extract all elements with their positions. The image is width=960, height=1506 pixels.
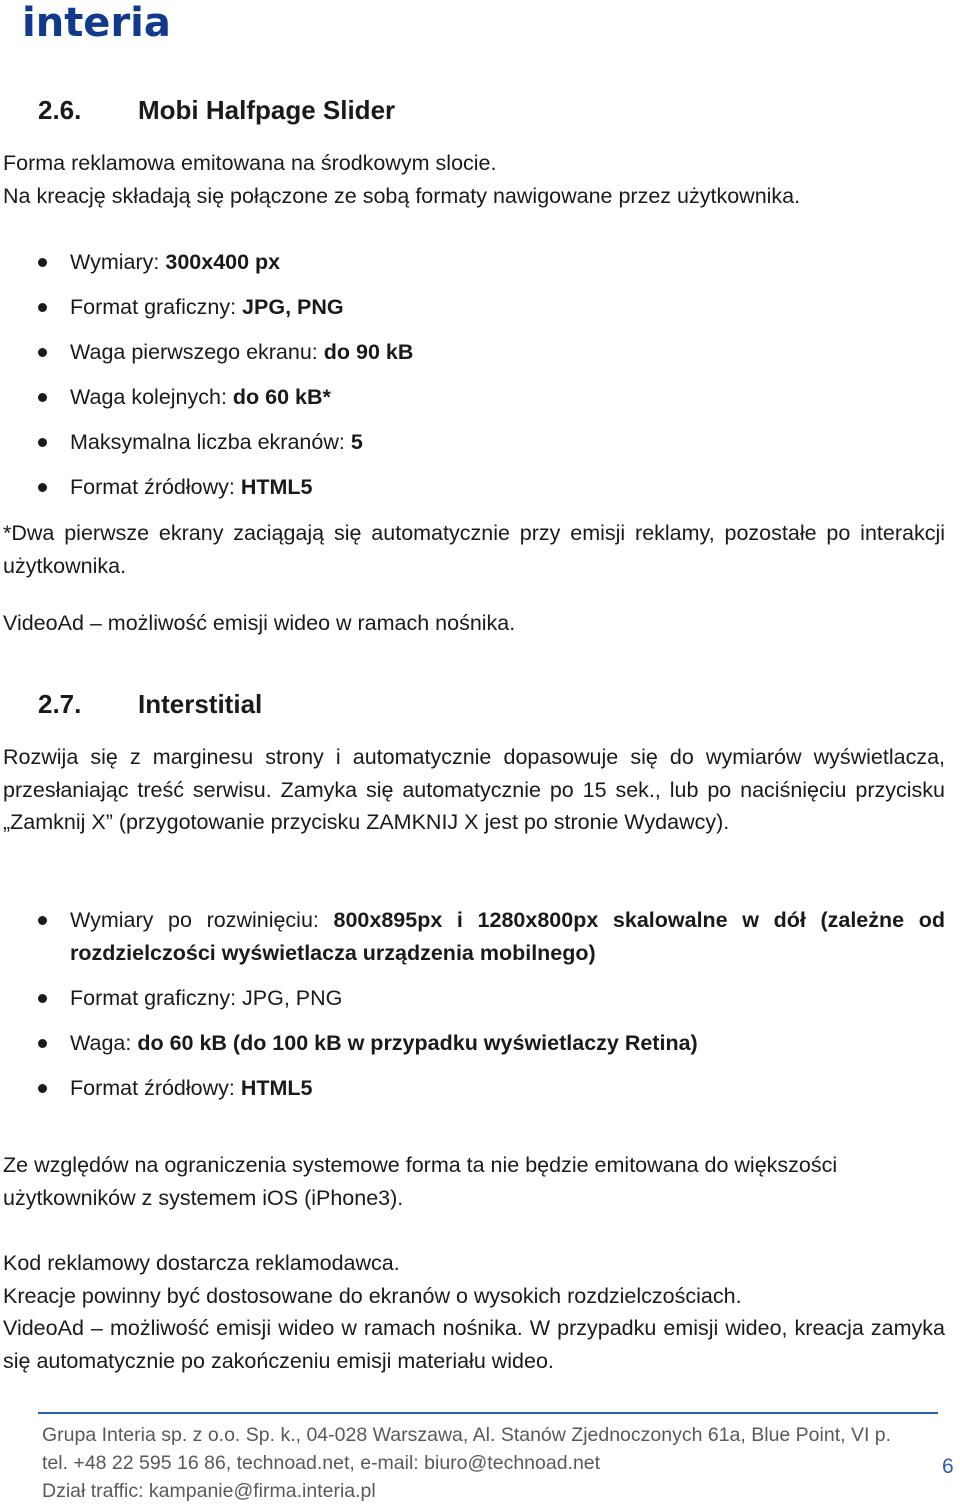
bullet-icon bbox=[38, 483, 47, 492]
specs-list-2-6 bbox=[0, 246, 945, 504]
item-label: Wymiary: bbox=[70, 250, 166, 274]
item-value: 5 bbox=[350, 430, 363, 455]
item-label: Format źródłowy: bbox=[70, 475, 241, 500]
section-number: 2.7. bbox=[38, 689, 82, 719]
list-item bbox=[0, 426, 945, 459]
creations-line: Kreacje powinny być dostosowane do ekranów o wysokich rozdzielczościach. bbox=[3, 1284, 742, 1308]
interia-logo[interactable]: interia bbox=[22, 0, 171, 46]
bullet-icon bbox=[38, 258, 47, 267]
item-label: Format graficzny: bbox=[70, 985, 243, 1010]
videoad-paragraph: VideoAd – możliwość emisji wideo w ramach nośnika. W przypadku emisji wideo, kreacja zamyka się automatycznie po zakończeniu emisji materiału wideo. bbox=[3, 1316, 945, 1373]
item-label: Format graficzny: bbox=[70, 295, 243, 320]
specs-list-2-7 bbox=[0, 904, 945, 1104]
section-title: Interstitial bbox=[138, 689, 263, 719]
item-value: JPG, PNG bbox=[242, 295, 344, 320]
list-item bbox=[0, 471, 945, 504]
bullet-icon bbox=[38, 994, 47, 1003]
footer-address: Grupa Interia sp. z o.o. Sp. k., 04-028 Warszawa, Al. Stanów Zjednoczonych 61a, Blue Point, VI p. bbox=[42, 1424, 892, 1446]
bullet-icon bbox=[38, 1084, 47, 1093]
bullet-icon bbox=[38, 393, 47, 402]
item-label: Maksymalna liczba ekranów: bbox=[70, 430, 351, 455]
footer-contact: tel. +48 22 595 16 86, technoad.net, e-mail: biuro@technoad.net bbox=[42, 1452, 601, 1474]
list-item bbox=[0, 904, 945, 969]
item-label: Format źródłowy: bbox=[70, 1075, 241, 1100]
list-item bbox=[0, 381, 945, 414]
bullet-icon bbox=[38, 916, 47, 925]
item-value: do 90 kB bbox=[323, 340, 414, 365]
list-item bbox=[0, 1072, 945, 1105]
item-label: Waga: bbox=[70, 1030, 138, 1055]
item-label: Waga kolejnych: bbox=[70, 385, 233, 410]
section-number: 2.6. bbox=[38, 95, 82, 125]
item-value: 800x895px i 1280x800px skalowalne w dół (zależne od rozdzielczości wyświetlacza urządzenia mobilnego) bbox=[70, 908, 945, 965]
item-value: do 60 kB (do 100 kB w przypadku wyświetlaczy Retina) bbox=[137, 1030, 698, 1055]
bullet-icon bbox=[38, 348, 47, 357]
page-number: 6 bbox=[942, 1455, 954, 1478]
intro-line-1: Forma reklamowa emitowana na środkowym slocie. bbox=[3, 151, 497, 175]
list-item bbox=[0, 246, 945, 279]
intro-line-2: Na kreację składają się połączone ze sobą formaty nawigowane przez użytkownika. bbox=[3, 184, 801, 208]
bullet-icon bbox=[38, 303, 47, 312]
item-value: do 60 kB* bbox=[232, 385, 331, 410]
item-label: Wymiary po rozwinięciu: bbox=[70, 908, 334, 932]
item-label: Waga pierwszego ekranu: bbox=[70, 340, 324, 365]
section-title: Mobi Halfpage Slider bbox=[138, 95, 396, 125]
interstitial-description: Rozwija się z marginesu strony i automatycznie dopasowuje się do wymiarów wyświetlacza, przesłaniając treść serwisu. Zamyka się automatycznie po 15 sek., lub po naciśnięciu przycisku „Zamknij X” (przygotowanie przycisku ZAMKNIJ X jest po stronie Wydawcy). bbox=[3, 745, 945, 834]
ad-code-line: Kod reklamowy dostarcza reklamodawca. bbox=[3, 1251, 400, 1275]
list-item bbox=[0, 291, 945, 324]
bullet-icon bbox=[38, 1039, 47, 1048]
note-paragraph: *Dwa pierwsze ekrany zaciągają się automatycznie przy emisji reklamy, pozostałe po interakcji użytkownika. bbox=[3, 521, 945, 578]
ios-paragraph: Ze względów na ograniczenia systemowe forma ta nie będzie emitowana do większości użytkowników z systemem iOS (iPhone3). bbox=[3, 1153, 838, 1210]
item-value: JPG, PNG bbox=[242, 985, 343, 1010]
videoad-line: VideoAd – możliwość emisji wideo w ramach nośnika. bbox=[3, 611, 516, 635]
item-value: HTML5 bbox=[240, 475, 313, 500]
footer-traffic: Dział traffic: kampanie@firma.interia.pl bbox=[42, 1480, 376, 1502]
footer-divider bbox=[38, 1412, 938, 1414]
bullet-icon bbox=[38, 438, 47, 447]
item-value: HTML5 bbox=[240, 1075, 313, 1100]
list-item bbox=[0, 1027, 945, 1060]
item-value: 300x400 px bbox=[165, 250, 281, 274]
list-item bbox=[0, 982, 945, 1015]
list-item bbox=[0, 336, 945, 369]
